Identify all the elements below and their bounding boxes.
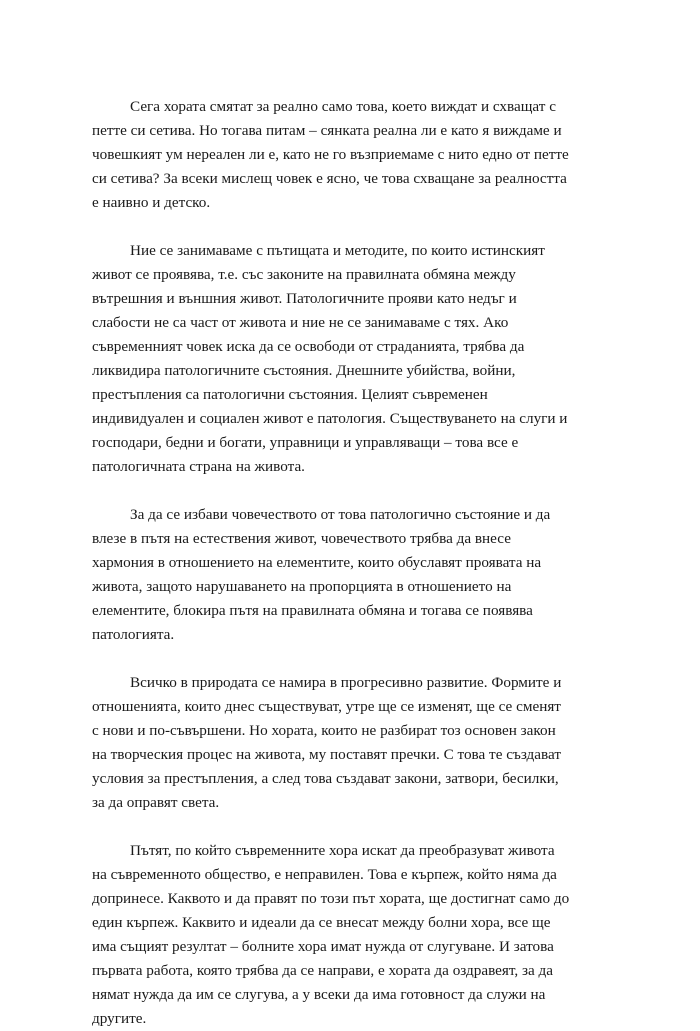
paragraph-line: на съвременното общество, е неправилен. Това е кърпеж, който няма да — [92, 866, 557, 883]
paragraph-line: съвременният човек иска да се освободи от страданията, трябва да — [92, 338, 525, 355]
paragraph-5 — [92, 839, 612, 1031]
paragraph-line: един кърпеж. Каквито и идеали да се внесат между болни хора, все ще — [92, 914, 551, 931]
paragraph-line: човешкият ум нереален ли е, като не го възприемаме с нито едно от петте — [92, 146, 569, 163]
paragraph-line: за да оправят света. — [92, 794, 220, 811]
paragraph-line: Всичко в природата се намира в прогресивно развитие. Формите и — [130, 674, 562, 691]
paragraph-line: е наивно и детско. — [92, 194, 211, 211]
paragraph-line: индивидуален и социален живот е патология. Съществуването на слуги и — [92, 410, 568, 427]
paragraph-line: вътрешния и външния живот. Патологичните прояви като недъг и — [92, 290, 517, 307]
paragraph-line: нямат нужда да им се слугува, а у всеки да има готовност да служи на — [92, 986, 546, 1003]
paragraph-line: живот се проявява, т.е. със законите на правилната обмяна между — [92, 266, 516, 283]
paragraph-line: престъпления са патологични състояния. Целият съвременен — [92, 386, 488, 403]
paragraph-line: За да се избави човечеството от това патологично състояние и да — [130, 506, 551, 523]
paragraph-line: условия за престъпления, а след това създават закони, затвори, бесилки, — [92, 770, 559, 787]
paragraph-line: ликвидира патологичните състояния. Днешните убийства, войни, — [92, 362, 516, 379]
paragraph-3 — [92, 503, 612, 647]
paragraph-line: първата работа, която трябва да се направи, е хората да оздравеят, за да — [92, 962, 553, 979]
paragraph-line: слабости не са част от живота и ние не се занимаваме с тях. Ако — [92, 314, 509, 331]
paragraph-line: си сетива? За всеки мислещ човек е ясно, че това схващане за реалността — [92, 170, 567, 187]
paragraph-line: допринесе. Каквото и да правят по този път хората, ще достигнат само до — [92, 890, 570, 907]
paragraph-line: Пътят, по който съвременните хора искат да преобразуват живота — [130, 842, 555, 859]
paragraph-line: Ние се занимаваме с пътищата и методите, по които истинският — [130, 242, 545, 259]
paragraph-1 — [92, 95, 612, 215]
paragraph-line: патологията. — [92, 626, 175, 643]
paragraph-line: хармония в отношението на елементите, които обуславят проявата на — [92, 554, 542, 571]
paragraph-2 — [92, 239, 612, 479]
paragraph-line: другите. — [92, 1010, 147, 1027]
paragraph-line: елементите, блокира пътя на правилната обмяна и тогава се появява — [92, 602, 533, 619]
paragraph-line: има същият резултат – болните хора имат нужда от слугуване. И затова — [92, 938, 554, 955]
paragraph-4 — [92, 671, 612, 815]
body-text — [92, 95, 612, 1031]
paragraph-line: живота, защото нарушаването на пропорцията в отношението на — [92, 578, 512, 595]
paragraph-line: отношенията, които днес съществуват, утре ще се изменят, ще се сменят — [92, 698, 561, 715]
paragraph-line: на творческия процес на живота, му поставят пречки. С това те създават — [92, 746, 561, 763]
paragraph-line: влезе в пътя на естествения живот, човечеството трябва да внесе — [92, 530, 511, 547]
paragraph-line: патологичната страна на живота. — [92, 458, 305, 475]
paragraph-line: Сега хората смятат за реално само това, което виждат и схващат с — [130, 98, 556, 115]
paragraph-line: с нови и по-съвършени. Но хората, които не разбират тоз основен закон — [92, 722, 556, 739]
paragraph-line: петте си сетива. Но тогава питам – сянката реална ли е като я виждаме и — [92, 122, 562, 139]
paragraph-line: господари, бедни и богати, управници и управляващи – това все е — [92, 434, 519, 451]
